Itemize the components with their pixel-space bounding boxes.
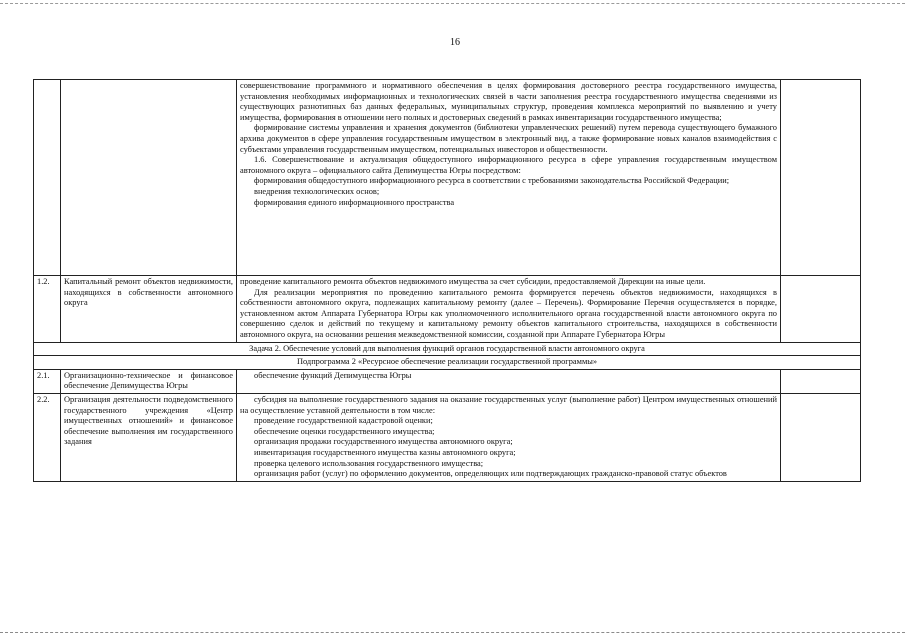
page-number: 16 xyxy=(450,37,460,48)
paragraph: инвентаризация государственного имущества казны автономного округа; xyxy=(254,447,516,457)
paragraph: организация продажи государственного имущества автономного округа; xyxy=(254,437,513,447)
cell-description xyxy=(237,276,781,343)
scan-edge-bottom xyxy=(0,632,905,633)
cell-number: 2.2. xyxy=(34,393,61,481)
cell-description xyxy=(237,80,781,276)
cell-description xyxy=(237,393,781,481)
cell-name xyxy=(61,80,237,276)
table-row-continuation xyxy=(34,80,861,276)
cell-extra xyxy=(781,276,861,343)
paragraph: обеспечение оценки государственного имущества; xyxy=(254,426,435,436)
cell-name: Капитальный ремонт объектов недвижимости, находящихся в собственности автономного округа xyxy=(61,276,237,343)
paragraph: 1.6. Совершенствование и актуализация общедоступного информационного ресурса в сфере управления государственным имуществом автономного округа – официального сайта Депимущества Югры посредством: xyxy=(240,155,777,175)
cell-extra xyxy=(781,393,861,481)
cell-number: 1.2. xyxy=(34,276,61,343)
cell-extra xyxy=(781,369,861,393)
scan-edge-top xyxy=(0,3,905,4)
paragraph: проведение капитального ремонта объектов недвижимого имущества за счет субсидии, предоставляемой Дирекции на иные цели. xyxy=(240,277,706,286)
paragraph: формирования единого информационного пространства xyxy=(254,197,455,207)
table-row xyxy=(34,369,861,393)
table-row xyxy=(34,393,861,481)
cell-number xyxy=(34,80,61,276)
paragraph: обеспечение функций Депимущества Югры xyxy=(254,370,412,380)
cell-number: 2.1. xyxy=(34,369,61,393)
paragraph: организация работ (услуг) по оформлению документов, определяющих или подтверждающих гражданско-правовой статус объектов xyxy=(254,469,727,479)
paragraph: внедрения технологических основ; xyxy=(254,186,380,196)
cell-name: Организационно-техническое и финансовое обеспечение Депимущества Югры xyxy=(61,369,237,393)
paragraph: формирование системы управления и хранения документов (библиотеки управленческих решений) путем перевода существующего бумажного архива документов в сфере управления государственным имуществом в электронный вид, а также формирование новых каналов взаимодействия с субъектами управления государственным имуществом, потенциальных инвесторов и общественности. xyxy=(240,123,777,154)
measures-table xyxy=(33,79,861,482)
table-row xyxy=(34,276,861,343)
paragraph: формирования общедоступного информационного ресурса в соответствии с требованиями законодательства Российской Федерации; xyxy=(254,176,730,186)
subprogram-row xyxy=(34,356,861,370)
paragraph: Для реализации мероприятия по проведению капитального ремонта формируется перечень объектов недвижимости, находящихся в собственности автономного округа, подлежащих капитальному ремонту (далее – Перечень). Формирование Перечня осуществляется в порядке, установленном актом Аппарата Губернатора Югры как уполномоченного исполнительного органа государственной власти автономного округа по совершению сделок и действий по текущему и капитальному ремонту объектов капитального строительства, находящихся в собственности автономного округа, на основании решения межведомственной комиссии, созданной при Аппарате Губернатора Югры xyxy=(240,287,777,339)
paragraph: проверка целевого использования государственного имущества; xyxy=(254,458,484,468)
paragraph: проведение государственной кадастровой оценки; xyxy=(254,416,433,426)
cell-extra xyxy=(781,80,861,276)
task-row xyxy=(34,342,861,356)
task-title: Задача 2. Обеспечение условий для выполнения функций органов государственной власти автономного округа xyxy=(34,342,861,356)
cell-description xyxy=(237,369,781,393)
subprogram-title: Подпрограмма 2 «Ресурсное обеспечение реализации государственной программы» xyxy=(34,356,861,370)
paragraph: совершенствование программного и нормативного обеспечения в целях формирования достоверного реестра государственного имущества, установления необходимых информационных и технологических связей в части заполнения реестра государственного имущества сведениями из существующих разнотипных баз данных федеральных, муниципальных структур, проведения комплекса мероприятий по выявлению и учету имущества, формирования в отношении него полных и достоверных сведений в рамках инвентаризации государственного имущества; xyxy=(240,81,777,122)
cell-name: Организация деятельности подведомственного государственного учреждения «Центр имущественных отношений» и финансовое обеспечение выполнения им государственного задания xyxy=(61,393,237,481)
paragraph: субсидия на выполнение государственного задания на оказание государственных услуг (выполнение работ) Центром имущественных отношений на осуществление уставной деятельности в том числе: xyxy=(240,394,777,415)
